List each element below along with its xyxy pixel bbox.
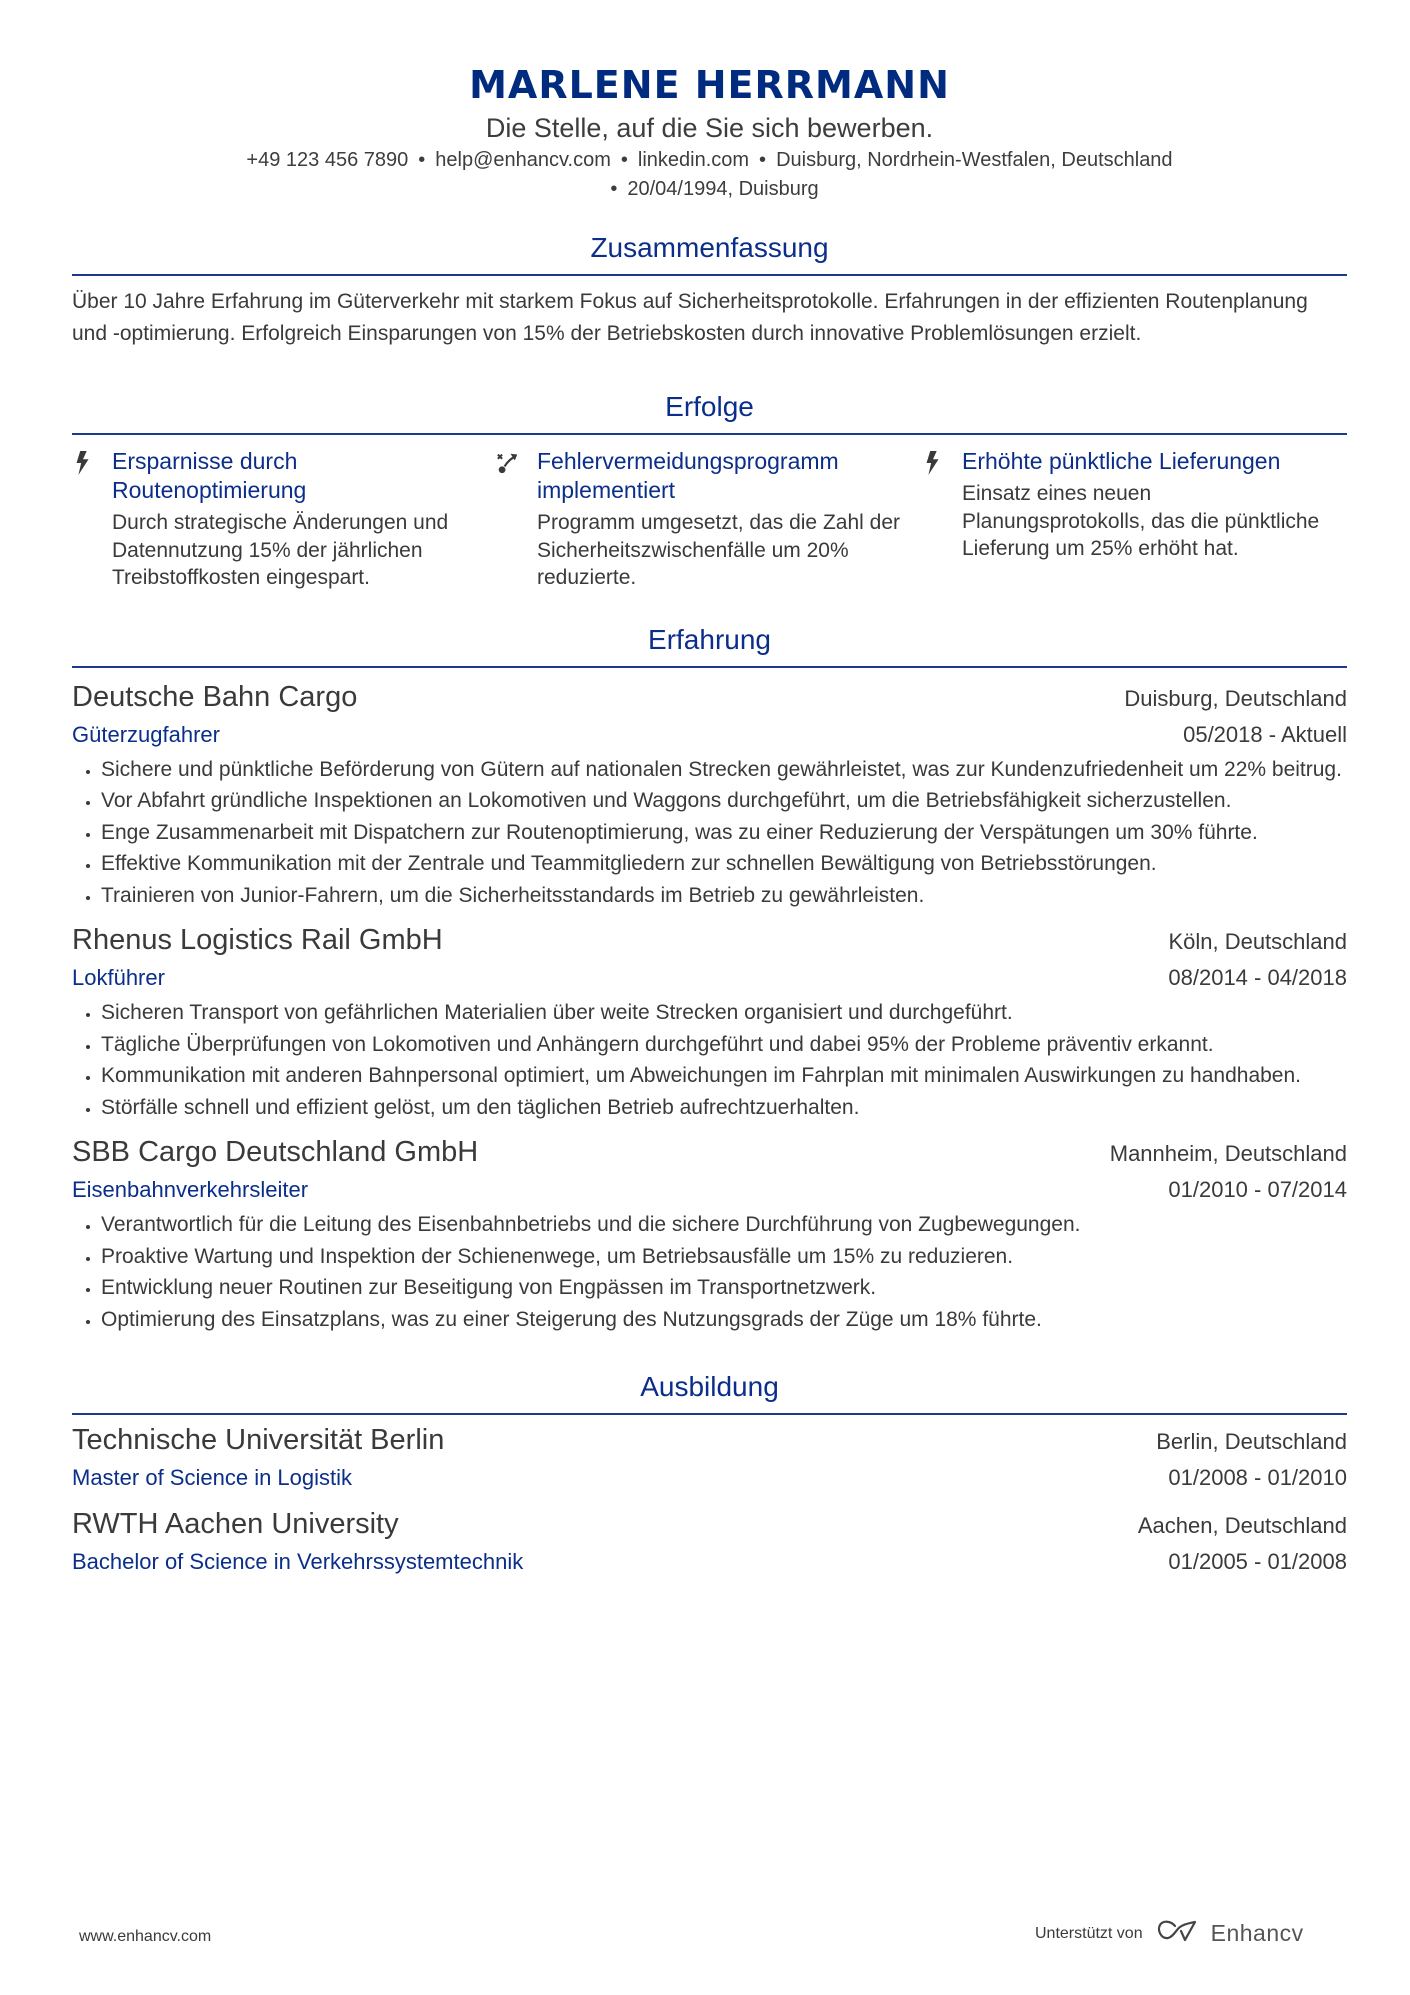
experience-section <box>72 622 1347 1336</box>
bullet-item: • Entwicklung neuer Routinen zur Beseitigung von Engpässen im Transportnetzwerk. <box>101 1272 1347 1304</box>
section-heading-education: Ausbildung <box>72 1369 1347 1415</box>
bullet-item: • Trainieren von Junior-Fahrern, um die Sicherheitsstandards im Betrieb zu gewährleisten. <box>101 880 1347 912</box>
footer-powered-by[interactable] <box>1035 1918 1304 1949</box>
degree: Bachelor of Science in Verkehrssystemtechnik <box>72 1549 524 1574</box>
job-location: Mannheim, Deutschland <box>1109 1141 1347 1166</box>
bullet-item: • Störfälle schnell und effizient gelöst, um den täglichen Betrieb aufrechtzuerhalten. <box>101 1092 1347 1124</box>
company-name: Rhenus Logistics Rail GmbH <box>72 924 443 956</box>
experience-entry <box>72 1133 1347 1335</box>
job-dates: 05/2018 - Aktuell <box>1183 721 1347 747</box>
job-dates: 08/2014 - 04/2018 <box>1168 965 1347 990</box>
job-bullets <box>72 997 1347 1123</box>
job-title: Die Stelle, auf die Sie sich bewerben. <box>485 113 934 143</box>
summary-text: Über 10 Jahre Erfahrung im Güterverkehr mit starkem Fokus auf Sicherheitsprotokolle. Erfahrungen in der effizienten Routenplanung und -optimierung. Erfolgreich Einsparungen von 15% der Betriebskosten durch innovative Problemlösungen erzielt. <box>72 290 1308 345</box>
job-location: Duisburg, Deutschland <box>1124 685 1347 711</box>
contact-linkedin[interactable]: linkedin.com <box>637 149 750 171</box>
footer-website-link[interactable]: www.enhancv.com <box>79 1928 212 1945</box>
education-dates: 01/2008 - 01/2010 <box>1168 1465 1347 1490</box>
achievement-item <box>497 447 922 592</box>
school-name: RWTH Aachen University <box>72 1508 399 1540</box>
company-name: SBB Cargo Deutschland GmbH <box>72 1136 479 1168</box>
school-location: Berlin, Deutschland <box>1156 1429 1347 1454</box>
resume-page <box>72 0 1347 1579</box>
enhancv-brand: Enhancv <box>1210 1920 1304 1946</box>
achievement-title: Erhöhte pünktliche Lieferungen <box>962 448 1281 474</box>
experience-entry <box>72 921 1347 1123</box>
bullet-item: • Enge Zusammenarbeit mit Dispatchern zur Routenoptimierung, was zu einer Reduzierung der Verspätungen um 30% führte. <box>101 817 1347 849</box>
education-entry <box>72 1505 1347 1579</box>
bullet-item: • Sichere und pünktliche Beförderung von Gütern auf nationalen Strecken gewährleistet, was zur Kundenzufriedenheit um 22% beitrug. <box>101 754 1347 786</box>
achievements-section <box>72 389 1347 592</box>
bullet-item: • Sicheren Transport von gefährlichen Materialien über weite Strecken organisiert und durchgeführt. <box>101 997 1347 1029</box>
bullet-item: • Optimierung des Einsatzplans, was zu einer Steigerung des Nutzungsgrads der Züge um 18% führte. <box>101 1304 1347 1336</box>
job-role: Eisenbahnverkehrsleiter <box>72 1177 309 1202</box>
job-bullets <box>72 1209 1347 1335</box>
achievement-description: Programm umgesetzt, das die Zahl der Sicherheitszwischenfälle um 20% reduzierte. <box>537 511 900 589</box>
lightning-bolt-icon <box>922 447 962 592</box>
bullet-item: • Tägliche Überprüfungen von Lokomotiven und Anhängern durchgeführt und dabei 95% der Probleme präventiv erkannt. <box>101 1029 1347 1061</box>
resume-header <box>72 0 1347 204</box>
section-heading-experience: Erfahrung <box>72 622 1347 668</box>
separator-dot: • <box>620 149 628 171</box>
bullet-item: • Vor Abfahrt gründliche Inspektionen an Lokomotiven und Waggons durchgeführt, um die Betriebsfähigkeit sicherzustellen. <box>101 785 1347 817</box>
experience-entry <box>72 678 1347 912</box>
powered-by-label: Unterstützt von <box>1035 1924 1143 1942</box>
education-dates: 01/2005 - 01/2008 <box>1168 1549 1347 1574</box>
job-role: Güterzugfahrer <box>72 721 220 747</box>
degree: Master of Science in Logistik <box>72 1465 353 1490</box>
contact-birth: 20/04/1994, Duisburg <box>627 178 819 200</box>
job-dates: 01/2010 - 07/2014 <box>1168 1177 1347 1202</box>
education-entry <box>72 1421 1347 1495</box>
contact-location: Duisburg, Nordrhein-Westfalen, Deutschland <box>776 149 1173 171</box>
job-location: Köln, Deutschland <box>1168 929 1347 954</box>
section-heading-achievements: Erfolge <box>72 389 1347 435</box>
education-section <box>72 1369 1347 1579</box>
contact-line <box>72 146 1347 175</box>
achievement-title: Fehlervermeidungsprogramm implementiert <box>537 448 839 503</box>
job-role: Lokführer <box>72 965 165 990</box>
candidate-name: MARLENE HERRMANN <box>469 63 950 107</box>
school-location: Aachen, Deutschland <box>1137 1513 1347 1538</box>
achievement-item <box>72 447 497 592</box>
lightning-bolt-icon <box>72 447 112 592</box>
bullet-item: • Effektive Kommunikation mit der Zentrale und Teammitgliedern zur schnellen Bewältigung von Betriebsstörungen. <box>101 848 1347 880</box>
bullet-item: • Kommunikation mit anderen Bahnpersonal optimiert, um Abweichungen im Fahrplan mit minimalen Auswirkungen zu handhaben. <box>101 1060 1347 1092</box>
bullet-item: • Verantwortlich für die Leitung des Eisenbahnbetriebs und die sichere Durchführung von Zugbewegungen. <box>101 1209 1347 1241</box>
separator-dot: • <box>610 178 618 200</box>
achievement-description: Einsatz eines neuen Planungsprotokolls, das die pünktliche Lieferung um 25% erhöht hat. <box>962 482 1320 560</box>
separator-dot: • <box>759 149 767 171</box>
section-heading-summary: Zusammenfassung <box>72 230 1347 276</box>
contact-phone: +49 123 456 7890 <box>246 149 409 171</box>
achievements-grid <box>72 447 1347 592</box>
separator-dot: • <box>418 149 426 171</box>
strategy-route-icon <box>497 447 537 592</box>
achievement-title: Ersparnisse durch Routenoptimierung <box>112 448 307 503</box>
summary-section <box>72 230 1347 349</box>
enhancv-logo-icon <box>1155 1918 1201 1949</box>
contact-email[interactable]: help@enhancv.com <box>435 149 611 171</box>
contact-line-2 <box>72 175 1347 204</box>
achievement-description: Durch strategische Änderungen und Datennutzung 15% der jährlichen Treibstoffkosten eingespart. <box>112 511 449 589</box>
job-bullets <box>72 754 1347 912</box>
achievement-item <box>922 447 1347 592</box>
school-name: Technische Universität Berlin <box>72 1424 445 1456</box>
bullet-item: • Proaktive Wartung und Inspektion der Schienenwege, um Betriebsausfälle um 15% zu reduzieren. <box>101 1241 1347 1273</box>
company-name: Deutsche Bahn Cargo <box>72 680 358 713</box>
